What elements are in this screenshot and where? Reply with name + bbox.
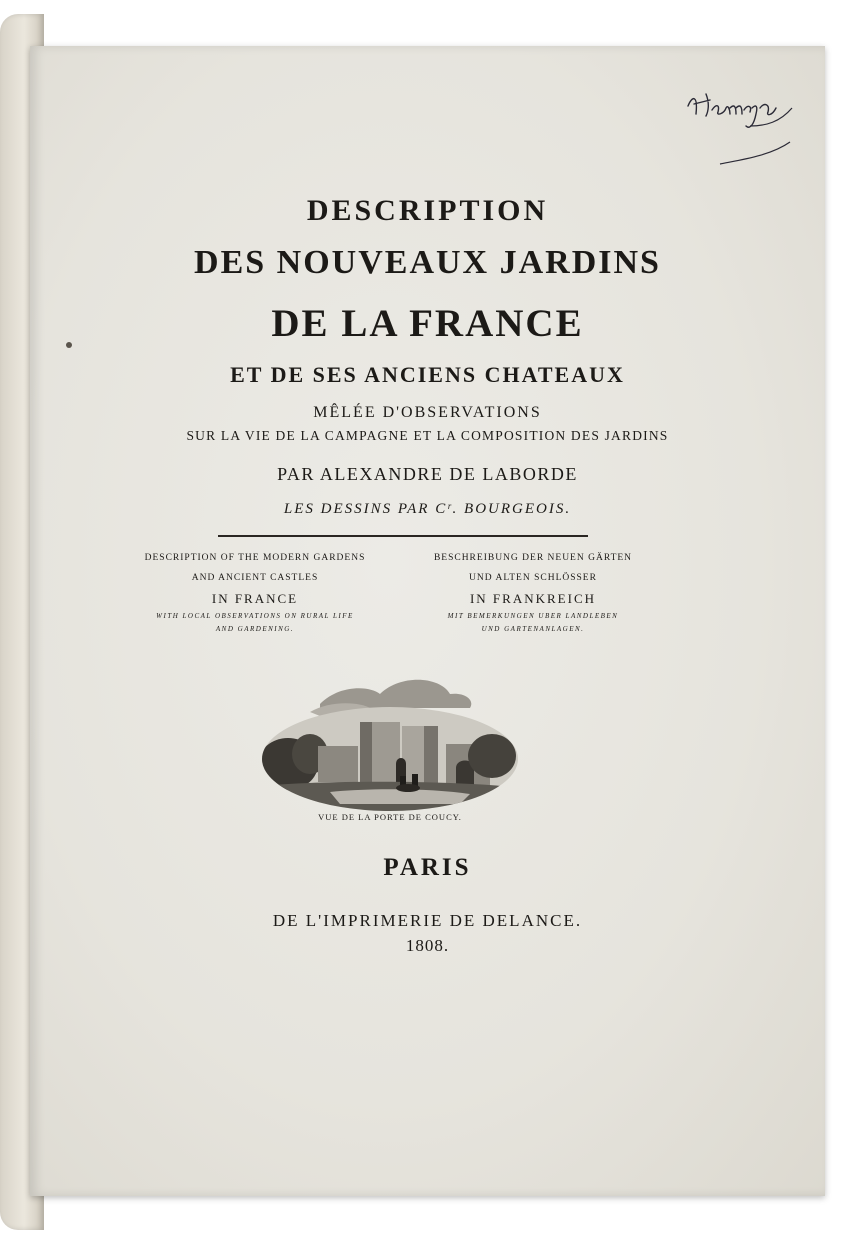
author-line: PAR ALEXANDRE DE LABORDE bbox=[277, 464, 578, 484]
imprint-year: 1808. bbox=[405, 936, 450, 955]
illustrator-line: LES DESSINS PAR Cʳ. BOURGEOIS. bbox=[283, 501, 572, 517]
imprint-printer: DE L'IMPRIMERIE DE DELANCE. bbox=[272, 911, 583, 930]
german-title-line-1: BESCHREIBUNG DER NEUEN GÄRTEN bbox=[433, 553, 633, 563]
english-title-line-5: AND GARDENING. bbox=[215, 625, 295, 633]
german-title-line-2: UND ALTEN SCHLÖSSER bbox=[469, 573, 597, 583]
handwritten-signature bbox=[680, 86, 800, 166]
german-title-line-5: UND GARTENANLAGEN. bbox=[481, 625, 585, 633]
signature-drawing bbox=[680, 86, 800, 166]
title-page bbox=[30, 46, 825, 1196]
subtitle-line-1: MÊLÉE D'OBSERVATIONS bbox=[313, 404, 542, 421]
divider-rule bbox=[218, 535, 588, 537]
title-line-1: DESCRIPTION bbox=[306, 194, 549, 227]
vignette-caption: VUE DE LA PORTE DE COUCY. bbox=[318, 812, 462, 822]
title-line-2: DES NOUVEAUX JARDINS bbox=[194, 244, 661, 281]
engraving-image bbox=[260, 664, 520, 814]
english-title-line-4: WITH LOCAL OBSERVATIONS ON RURAL LIFE bbox=[156, 612, 354, 620]
english-title-line-1: DESCRIPTION OF THE MODERN GARDENS bbox=[144, 553, 366, 563]
title-line-3: DE LA FRANCE bbox=[271, 302, 584, 345]
castle-gate-vignette bbox=[260, 664, 520, 814]
imprint-place: PARIS bbox=[383, 854, 472, 881]
subtitle-line-2: SUR LA VIE DE LA CAMPAGNE ET LA COMPOSITION DES JARDINS bbox=[186, 428, 669, 443]
german-title-line-3: IN FRANKREICH bbox=[469, 591, 597, 606]
title-line-4: ET DE SES ANCIENS CHATEAUX bbox=[230, 362, 625, 387]
german-title-block bbox=[408, 548, 658, 636]
english-title-line-3: IN FRANCE bbox=[211, 591, 299, 606]
english-title-block bbox=[130, 548, 380, 636]
german-title-line-4: MIT BEMERKUNGEN UBER LANDLEBEN bbox=[447, 612, 619, 620]
english-title-line-2: AND ANCIENT CASTLES bbox=[191, 573, 319, 583]
